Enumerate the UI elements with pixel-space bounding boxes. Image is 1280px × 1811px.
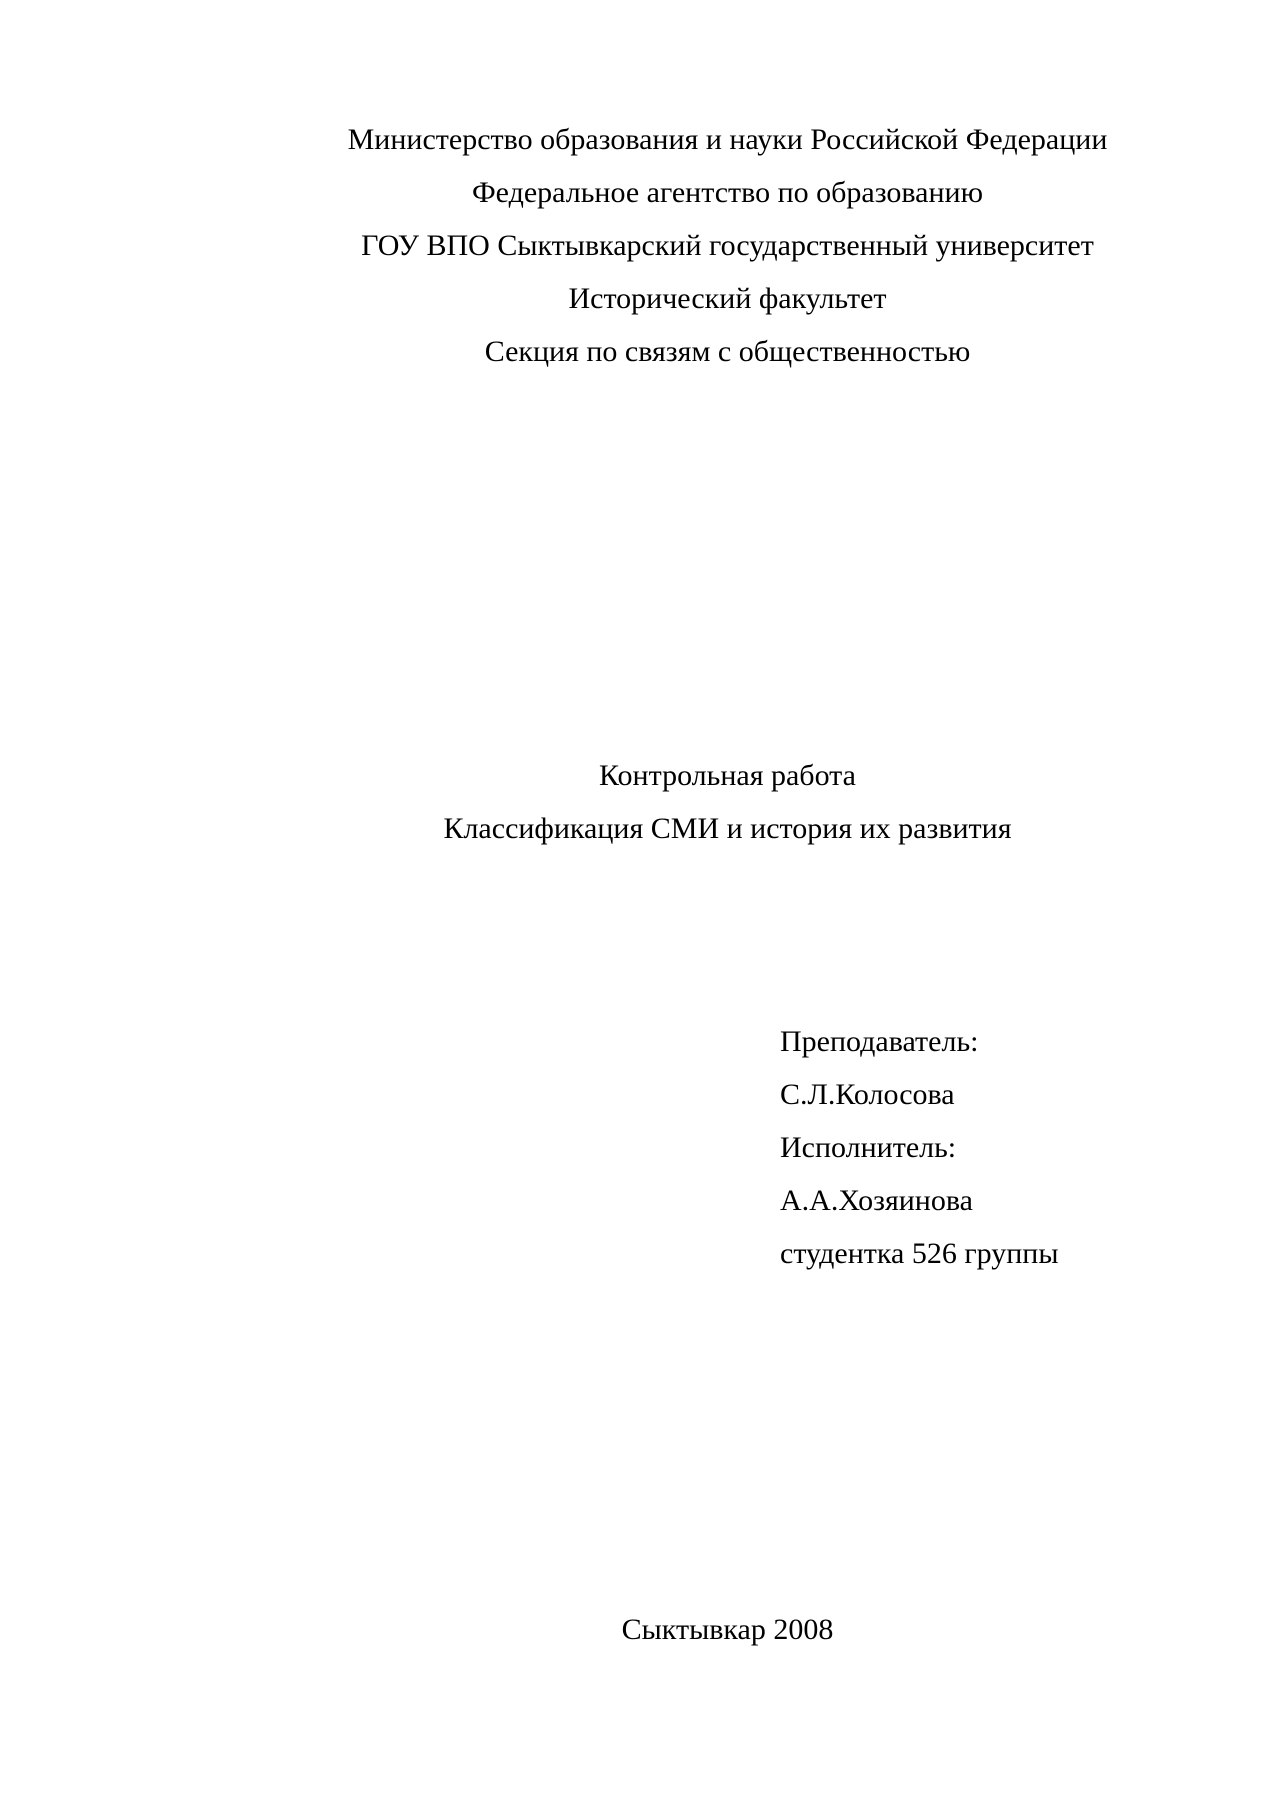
city-year: Сыктывкар 2008 — [621, 1613, 834, 1646]
work-type: Контрольная работа — [599, 759, 856, 792]
ministry-line: Министерство образования и науки Российской Федерации — [347, 123, 1108, 156]
work-topic: Классификация СМИ и история их развития — [443, 812, 1012, 845]
university-line: ГОУ ВПО Сыктывкарский государственный университет — [361, 229, 1094, 262]
teacher-name: С.Л.Колосова — [780, 1078, 955, 1111]
faculty-line: Исторический факультет — [568, 282, 887, 315]
author-label: Исполнитель: — [780, 1131, 957, 1164]
section-line: Секция по связям с общественностью — [484, 335, 971, 368]
author-group: студентка 526 группы — [780, 1237, 1059, 1270]
teacher-label: Преподаватель: — [780, 1025, 979, 1058]
agency-line: Федеральное агентство по образованию — [471, 176, 984, 209]
author-name: А.А.Хозяинова — [780, 1184, 973, 1217]
